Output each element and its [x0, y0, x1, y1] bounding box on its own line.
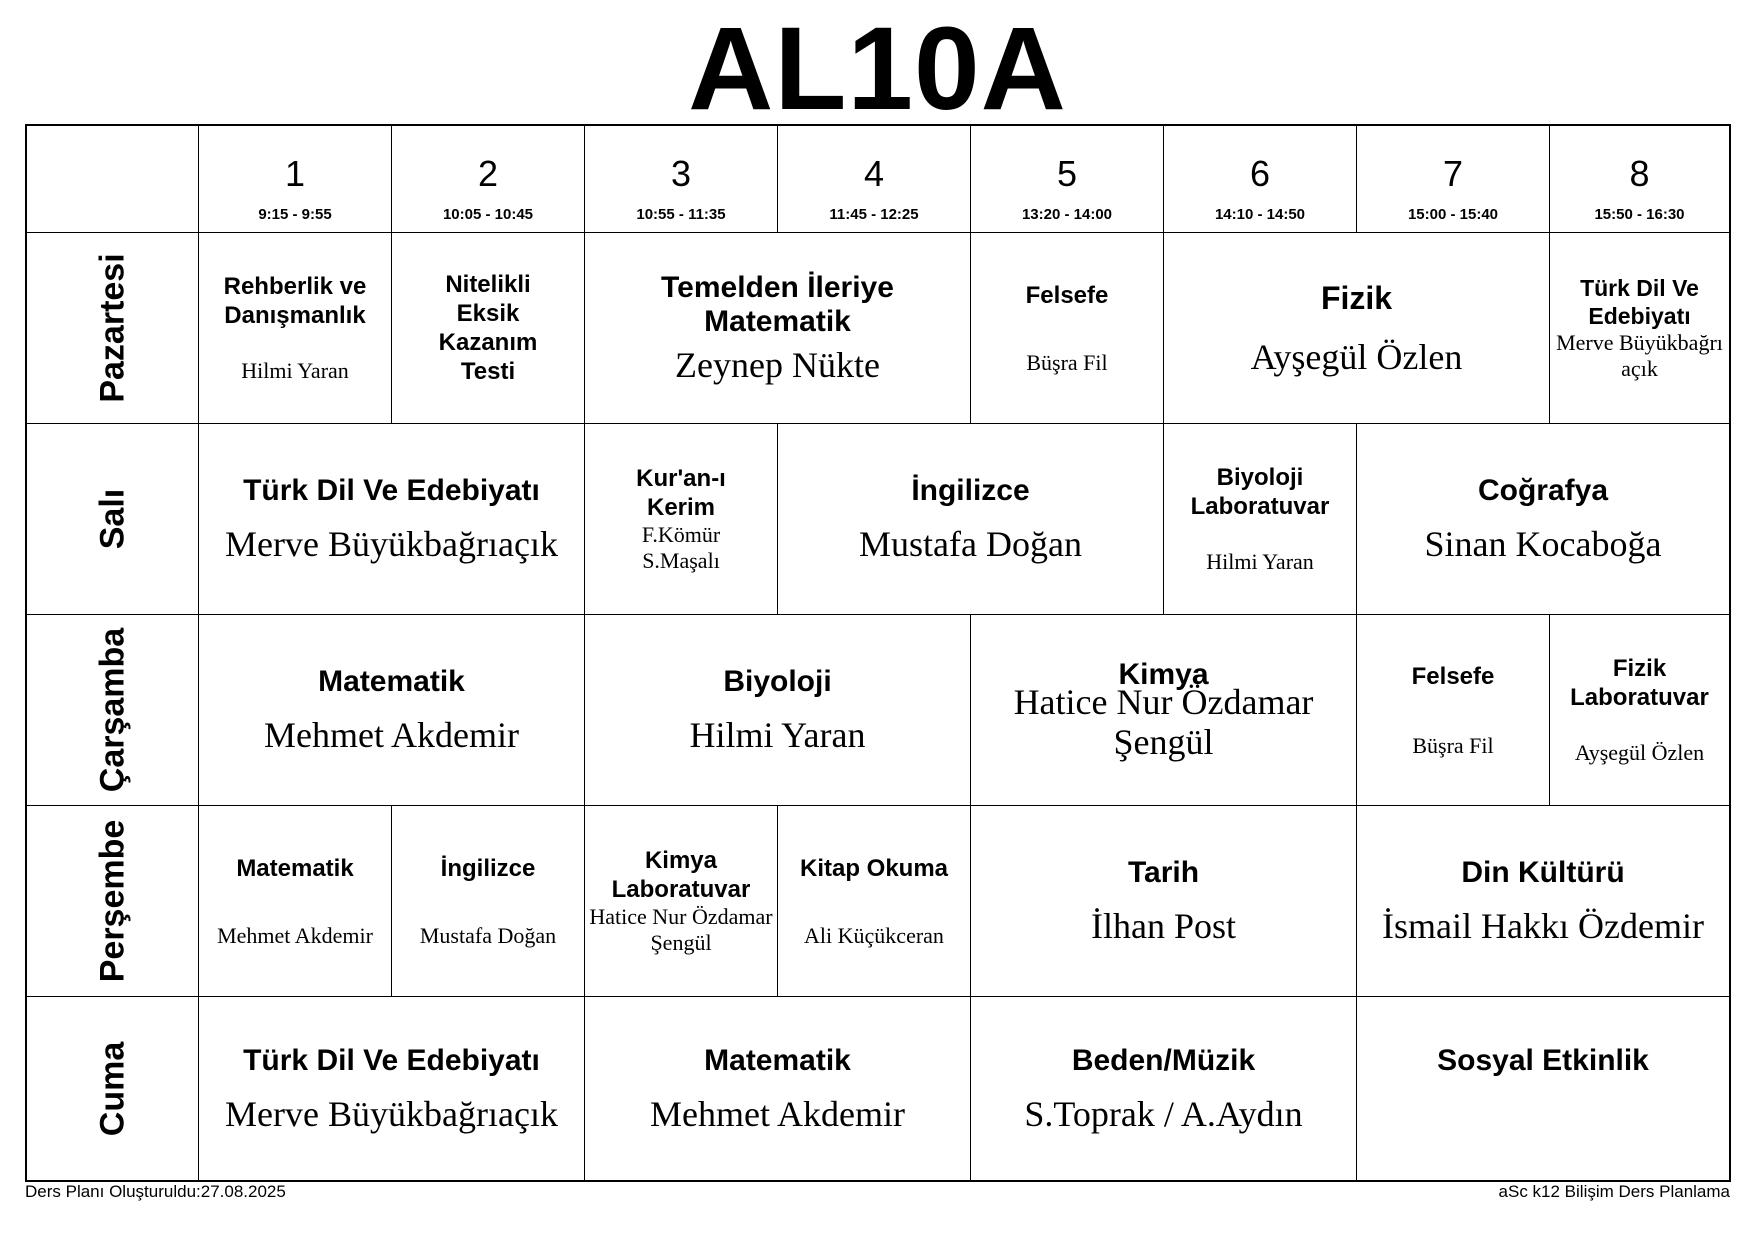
period-time: 9:15 - 9:55: [258, 206, 332, 223]
period-time: 15:50 - 16:30: [1594, 206, 1685, 223]
period-time: 13:20 - 14:00: [1021, 206, 1113, 223]
day-name: Perşembe: [93, 819, 131, 983]
period-number: 6: [1249, 153, 1271, 194]
day-name: Çarşamba: [93, 627, 131, 793]
lesson-cell: [971, 997, 1357, 1180]
lesson-cell: [1357, 615, 1550, 806]
lesson-teacher: F.Kömür S.Maşalı: [641, 522, 721, 573]
lesson-cell: [971, 233, 1164, 424]
lesson-subject: Felsefe: [1025, 281, 1109, 309]
lesson-subject: Nitelikli Eksik Kazanım Testi: [438, 271, 538, 385]
lesson-cell: [392, 806, 585, 997]
lesson-cell: [1164, 233, 1550, 424]
lesson-cell: [971, 806, 1357, 997]
lesson-cell: [585, 233, 971, 424]
lesson-subject: Temelden İleriye Matematik: [661, 271, 894, 338]
lesson-subject: İngilizce: [911, 474, 1030, 507]
lesson-cell: [585, 806, 778, 997]
period-header-7: [1357, 126, 1550, 233]
lesson-subject: Türk Dil Ve Edebiyatı: [243, 1043, 540, 1077]
lesson-teacher: Büşra Fil: [1412, 732, 1494, 758]
lesson-teacher: Mustafa Doğan: [419, 922, 557, 948]
lesson-cell: [199, 233, 392, 424]
lesson-cell: [1164, 424, 1357, 615]
lesson-teacher: Zeynep Nükte: [675, 345, 880, 385]
period-number: 7: [1442, 153, 1464, 194]
day-label-wednesday: [27, 615, 199, 806]
period-header-5: [971, 126, 1164, 233]
period-number: 4: [863, 153, 885, 194]
lesson-teacher: Merve Büyükbağrıaçık: [225, 524, 558, 564]
lesson-subject: Fizik: [1320, 280, 1393, 316]
timetable-grid: [25, 124, 1731, 1182]
lesson-cell: [778, 424, 1164, 615]
lesson-subject: Rehberlik ve Danışmanlık: [223, 273, 367, 329]
lesson-subject: Biyoloji Laboratuvar: [1190, 464, 1330, 520]
period-time: 10:55 - 11:35: [636, 206, 726, 223]
period-header-2: [392, 126, 585, 233]
lesson-teacher: Hilmi Yaran: [689, 715, 866, 755]
lesson-teacher: Hilmi Yaran: [1206, 549, 1314, 574]
lesson-cell: [199, 806, 392, 997]
lesson-subject: Türk Dil Ve Edebiyatı: [243, 474, 540, 507]
period-time: 11:45 - 12:25: [829, 206, 919, 223]
lesson-subject: Matematik: [236, 854, 354, 882]
day-name: Pazartesi: [93, 253, 131, 403]
lesson-teacher: Mehmet Akdemir: [264, 715, 519, 755]
lesson-subject: Tarih: [1127, 856, 1200, 889]
lesson-subject: Matematik: [318, 665, 465, 698]
period-header-1: [199, 126, 392, 233]
period-number: 8: [1629, 153, 1650, 194]
period-time: 14:10 - 14:50: [1214, 206, 1306, 223]
lesson-cell: [1550, 615, 1729, 806]
lesson-teacher: İsmail Hakkı Özdemir: [1382, 906, 1704, 946]
lesson-subject: Kimya Laboratuvar: [611, 847, 751, 903]
period-header-4: [778, 126, 971, 233]
lesson-cell: [392, 233, 585, 424]
lesson-cell: [1357, 424, 1729, 615]
lesson-subject: Matematik: [704, 1043, 851, 1077]
lesson-cell: [585, 615, 971, 806]
lesson-subject: İngilizce: [440, 854, 536, 882]
lesson-cell: [1357, 997, 1729, 1180]
lesson-subject: Türk Dil Ve Edebiyatı: [1580, 275, 1699, 329]
lesson-teacher: Ali Küçükceran: [804, 922, 944, 948]
period-header-3: [585, 126, 778, 233]
lesson-cell: [1357, 806, 1729, 997]
lesson-cell: [778, 806, 971, 997]
lesson-teacher: Merve Büyükbağrı açık: [1556, 330, 1723, 381]
lesson-subject: Kur'an-ı Kerim: [636, 465, 726, 521]
day-label-monday: [27, 233, 199, 424]
period-time: 15:00 - 15:40: [1407, 206, 1499, 223]
lesson-subject: Kimya: [1118, 658, 1209, 691]
lesson-cell: [585, 424, 778, 615]
lesson-cell: [971, 615, 1357, 806]
footer-created-date: Ders Planı Oluşturuldu:27.08.2025: [25, 1182, 286, 1201]
page-title: AL10A: [688, 3, 1067, 135]
lesson-teacher: Sinan Kocaboğa: [1424, 524, 1662, 564]
lesson-cell: [199, 997, 585, 1180]
lesson-teacher: Merve Büyükbağrıaçık: [225, 1093, 558, 1134]
lesson-subject: Sosyal Etkinlik: [1437, 1043, 1649, 1077]
lesson-teacher: Mehmet Akdemir: [217, 922, 373, 948]
day-label-tuesday: [27, 424, 199, 615]
lesson-teacher: Mustafa Doğan: [859, 524, 1082, 564]
period-number: 1: [284, 153, 306, 194]
lesson-teacher: Ayşegül Özlen: [1574, 740, 1705, 765]
lesson-subject: Din Kültürü: [1461, 856, 1625, 889]
day-label-friday: [27, 997, 199, 1180]
lesson-subject: Kitap Okuma: [799, 854, 949, 882]
lesson-teacher: Hatice Nur Özdamar Şengül: [1013, 682, 1314, 762]
period-number: 5: [1056, 153, 1078, 194]
lesson-cell: [1550, 233, 1729, 424]
lesson-teacher: Hatice Nur Özdamar Şengül: [589, 904, 773, 955]
lesson-subject: Fizik Laboratuvar: [1570, 655, 1709, 711]
lesson-cell: [199, 615, 585, 806]
lesson-subject: Beden/Müzik: [1071, 1043, 1256, 1077]
footer-software-credit: aSc k12 Bilişim Ders Planlama: [1498, 1182, 1730, 1201]
corner-cell: [27, 126, 199, 233]
lesson-teacher: S.Toprak / A.Aydın: [1024, 1093, 1303, 1134]
period-header-6: [1164, 126, 1357, 233]
lesson-teacher: Mehmet Akdemir: [650, 1093, 905, 1134]
day-label-thursday: [27, 806, 199, 997]
lesson-cell: [585, 997, 971, 1180]
period-number: 3: [670, 153, 692, 194]
period-time: 10:05 - 10:45: [442, 206, 534, 223]
lesson-teacher: İlhan Post: [1090, 906, 1236, 946]
period-header-8: [1550, 126, 1729, 233]
lesson-subject: Coğrafya: [1477, 474, 1609, 507]
period-number: 2: [477, 153, 499, 194]
lesson-subject: Felsefe: [1411, 662, 1495, 690]
day-name: Salı: [93, 488, 131, 550]
lesson-cell: [199, 424, 585, 615]
day-name: Cuma: [93, 1041, 131, 1136]
lesson-teacher: Hilmi Yaran: [241, 358, 349, 383]
lesson-subject: Biyoloji: [723, 665, 832, 698]
lesson-teacher: Büşra Fil: [1026, 349, 1108, 375]
lesson-teacher: Ayşegül Özlen: [1250, 337, 1463, 377]
